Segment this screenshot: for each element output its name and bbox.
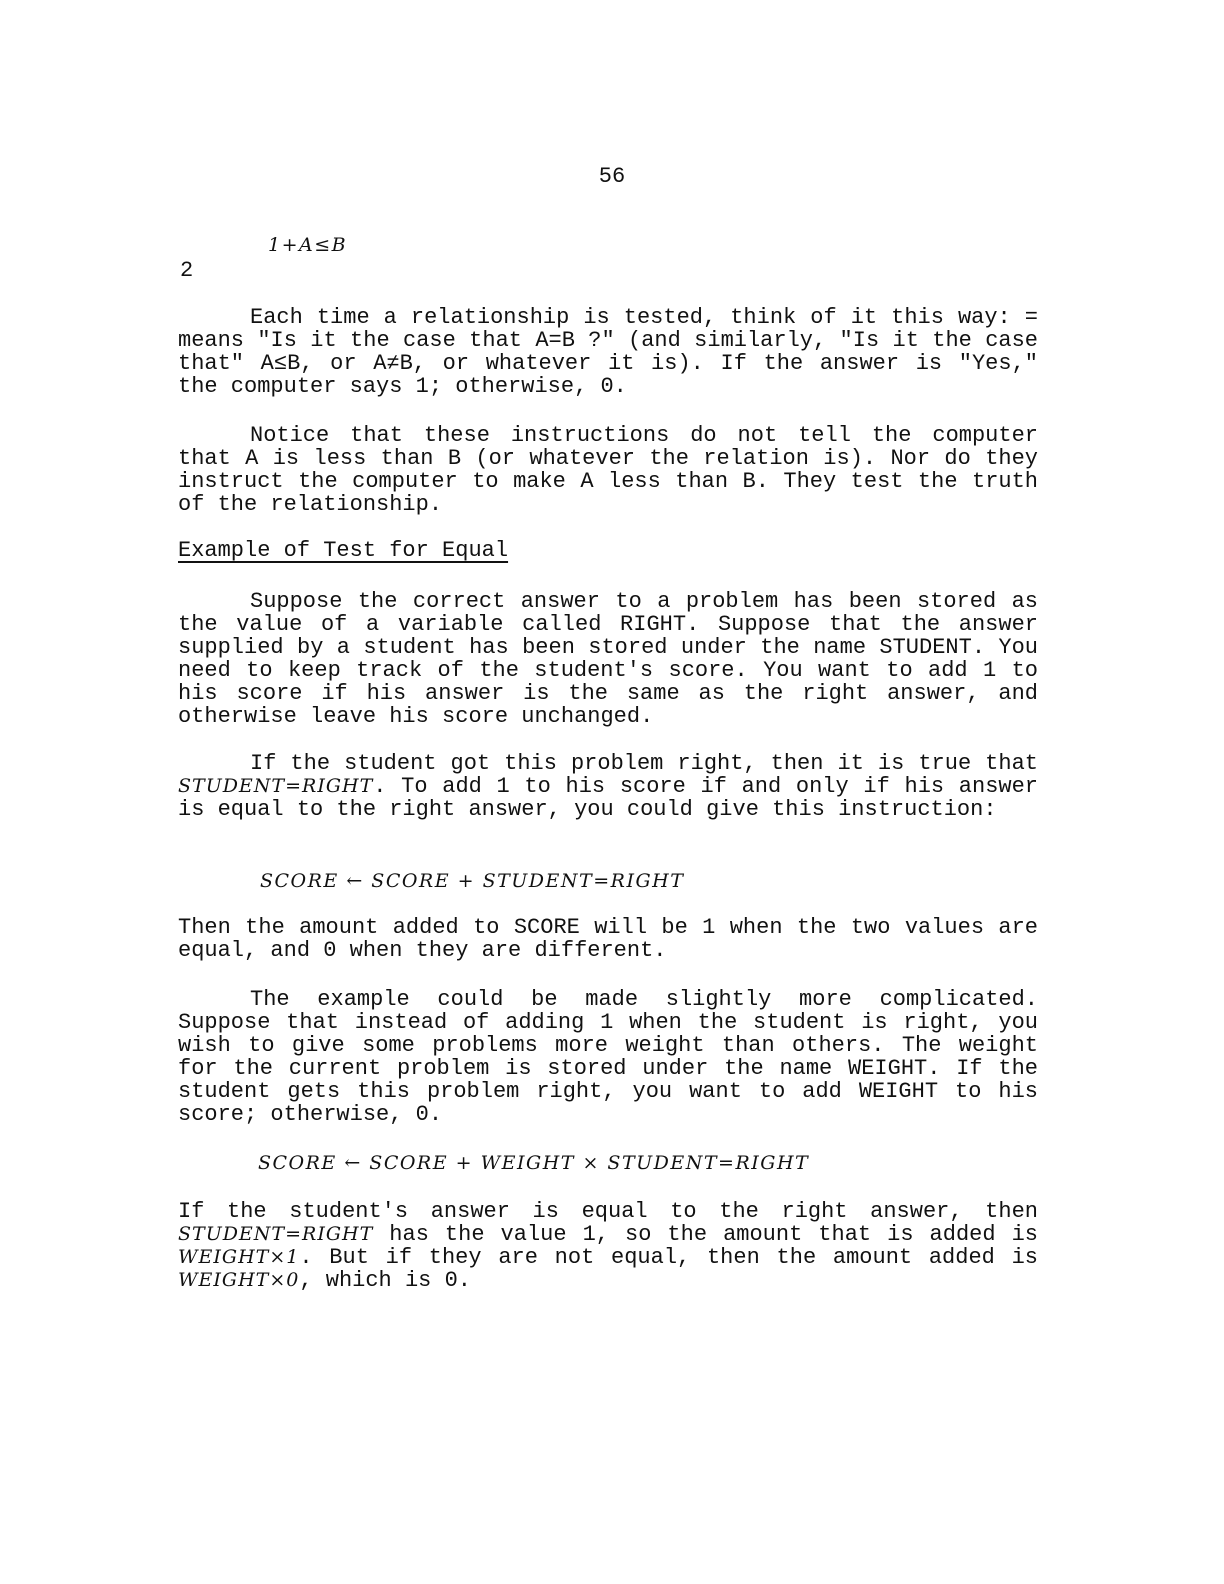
section-heading: Example of Test for Equal: [178, 538, 509, 563]
score-instruction-2: SCORE ← SCORE + WEIGHT × STUDENT=RIGHT: [258, 1152, 810, 1174]
score-instruction-1: SCORE ← SCORE + STUDENT=RIGHT: [260, 870, 685, 892]
p7-text-g: , which is 0.: [299, 1268, 471, 1293]
p4-text-a: If the student got this problem right, then it is true that: [250, 751, 1038, 776]
p7-code-student-right: STUDENT=RIGHT: [178, 1223, 374, 1245]
p7-code-weight-0: WEIGHT×0: [178, 1269, 300, 1291]
paragraph-weight-result: [178, 1200, 1038, 1292]
p7-code-weight-1: WEIGHT×1: [178, 1246, 300, 1268]
p7-text-c: has the value 1, so the amount that is added is: [373, 1222, 1038, 1247]
paragraph-weight-example: The example could be made slightly more complicated. Suppose that instead of adding 1 when the student is right, you wish to give some problems more weight than others. The weight for the current problem is stored under the name WEIGHT. If the student gets this problem right, you want to add WEIGHT to his score; otherwise, 0.: [178, 987, 1038, 1127]
paragraph-then-amount: Then the amount added to SCORE will be 1 when the two values are equal, and 0 when they are different.: [178, 915, 1038, 963]
p4-text-c: . To add 1 to his score if and only if his answer is equal to the right answer, you could give this instruction:: [178, 774, 1038, 822]
paragraph-relationship-test: Each time a relationship is tested, think of it this way: = means "Is it the case that A=B ?" (and similarly, "Is it the case that" A≤B, or A≠B, or whatever it is). If the answer is "Yes," the computer says 1; otherwise, 0.: [178, 305, 1038, 399]
paragraph-notice: Notice that these instructions do not tell the computer that A is less than B (or whatever the relation is). Nor do they instruct the computer to make A less than B. They test the truth of the relationship.: [178, 423, 1038, 517]
p7-text-a: If the student's answer is equal to the right answer, then: [178, 1199, 1038, 1224]
example-result: 2: [180, 258, 194, 283]
page-number: 56: [598, 164, 626, 189]
paragraph-suppose: Suppose the correct answer to a problem has been stored as the value of a variable called RIGHT. Suppose that the answer supplied by a student has been stored under the name STUDENT. You need to keep track of the student's score. You want to add 1 to his score if his answer is the same as the right answer, and otherwise leave his score unchanged.: [178, 589, 1038, 729]
p7-text-e: . But if they are not equal, then the amount added is: [299, 1245, 1038, 1270]
p4-code-student-right: STUDENT=RIGHT: [178, 775, 374, 797]
example-expression: 1+A≤B: [268, 234, 348, 256]
paragraph-student-right: [178, 752, 1038, 821]
